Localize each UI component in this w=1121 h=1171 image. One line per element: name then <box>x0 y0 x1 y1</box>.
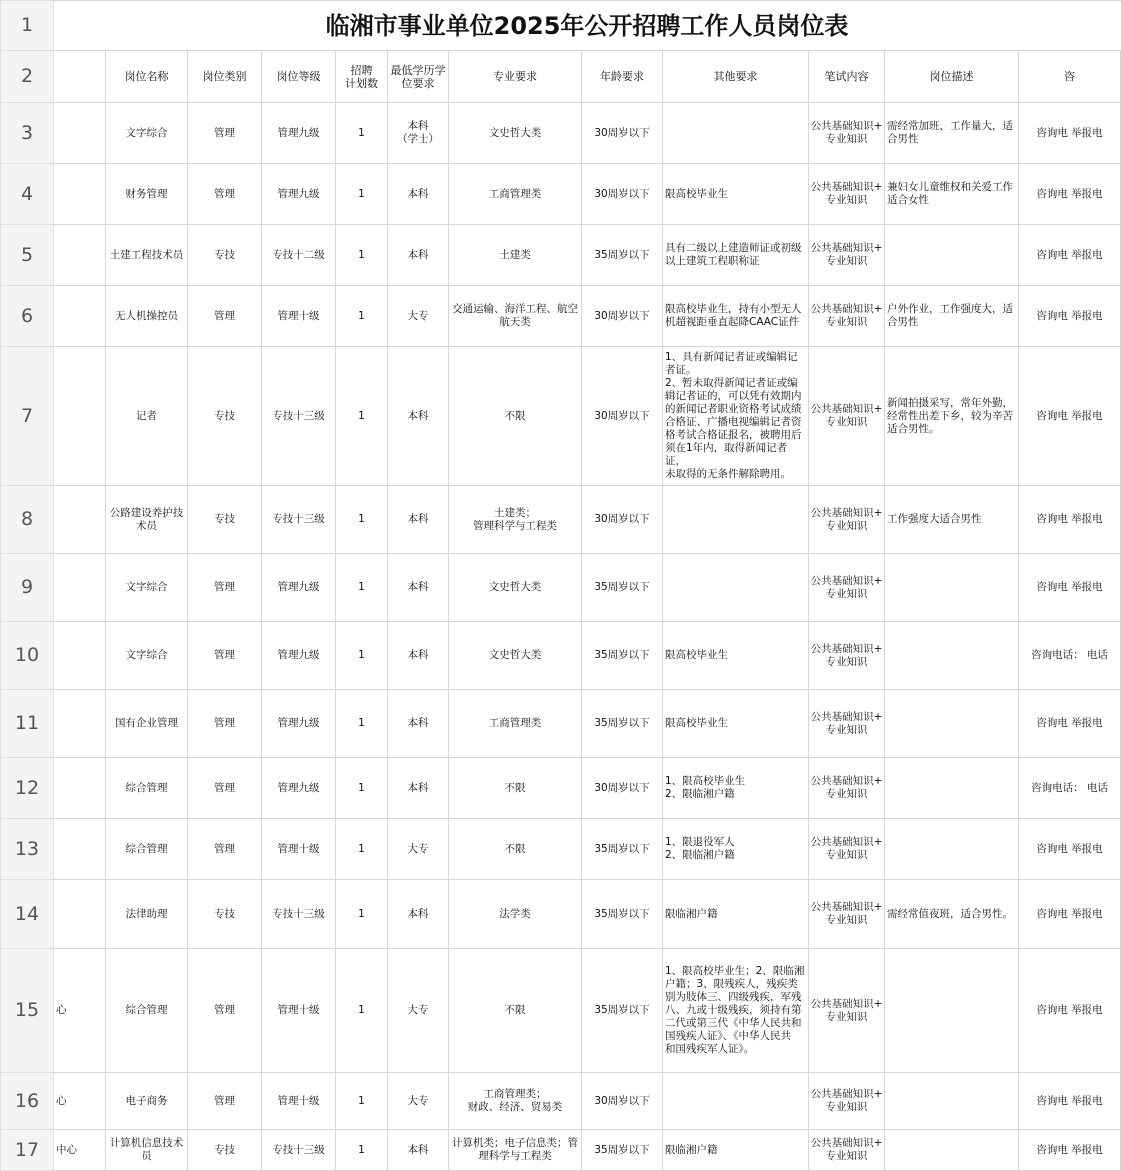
category-cell[interactable]: 专技 <box>188 1130 262 1171</box>
dept-cell[interactable] <box>54 758 106 819</box>
quota-cell[interactable]: 1 <box>336 1073 388 1130</box>
description-cell[interactable]: 工作强度大适合男性 <box>885 486 1019 554</box>
position-name-cell[interactable]: 公路建设养护技 术员 <box>106 486 188 554</box>
major-cell[interactable]: 工商管理类 <box>449 164 582 225</box>
header-exam-content[interactable]: 笔试内容 <box>809 51 885 103</box>
consult-cell[interactable]: 咨询电 举报电 <box>1019 880 1121 949</box>
exam-content-cell[interactable]: 公共基础知识+ 专业知识 <box>809 225 885 286</box>
table-row <box>1 949 1121 1073</box>
other-requirements-cell[interactable] <box>663 554 809 622</box>
table-row <box>1 690 1121 758</box>
row-number[interactable]: 7 <box>1 347 54 486</box>
age-cell[interactable]: 30周岁以下 <box>582 758 663 819</box>
quota-cell[interactable]: 1 <box>336 103 388 164</box>
header-consult[interactable]: 咨 <box>1019 51 1121 103</box>
grade-cell[interactable]: 管理九级 <box>262 164 336 225</box>
table-row <box>1 225 1121 286</box>
category-cell[interactable]: 管理 <box>188 622 262 690</box>
consult-cell[interactable]: 咨询电话： 电话 <box>1019 622 1121 690</box>
position-name-cell[interactable]: 土建工程技术员 <box>106 225 188 286</box>
header-description[interactable]: 岗位描述 <box>885 51 1019 103</box>
exam-content-cell[interactable]: 公共基础知识+ 专业知识 <box>809 164 885 225</box>
row-number[interactable]: 4 <box>1 164 54 225</box>
other-requirements-cell[interactable]: 1、限高校毕业生 2、限临湘户籍 <box>663 758 809 819</box>
grade-cell[interactable]: 管理九级 <box>262 554 336 622</box>
category-cell[interactable]: 管理 <box>188 949 262 1073</box>
age-cell[interactable]: 35周岁以下 <box>582 1130 663 1171</box>
dept-cell[interactable] <box>54 690 106 758</box>
table-row <box>1 622 1121 690</box>
age-cell[interactable]: 35周岁以下 <box>582 949 663 1073</box>
age-cell[interactable]: 30周岁以下 <box>582 1073 663 1130</box>
header-category[interactable]: 岗位类别 <box>188 51 262 103</box>
table-row <box>1 164 1121 225</box>
table-row <box>1 103 1121 164</box>
header-major[interactable]: 专业要求 <box>449 51 582 103</box>
other-requirements-cell[interactable] <box>663 103 809 164</box>
age-cell[interactable]: 35周岁以下 <box>582 225 663 286</box>
other-requirements-cell[interactable]: 限高校毕业生 <box>663 164 809 225</box>
position-name-cell[interactable]: 电子商务 <box>106 1073 188 1130</box>
major-cell[interactable]: 不限 <box>449 758 582 819</box>
category-cell[interactable]: 管理 <box>188 758 262 819</box>
header-department[interactable] <box>54 51 106 103</box>
grade-cell[interactable]: 专技十二级 <box>262 225 336 286</box>
dept-cell[interactable] <box>54 554 106 622</box>
exam-content-cell[interactable]: 公共基础知识+ 专业知识 <box>809 622 885 690</box>
age-cell[interactable]: 30周岁以下 <box>582 347 663 486</box>
table-row <box>1 819 1121 880</box>
other-requirements-cell[interactable]: 限临湘户籍 <box>663 880 809 949</box>
header-grade[interactable]: 岗位等级 <box>262 51 336 103</box>
consult-cell[interactable]: 咨询电话： 电话 <box>1019 758 1121 819</box>
category-cell[interactable]: 管理 <box>188 103 262 164</box>
education-cell[interactable]: 本科 <box>388 880 449 949</box>
quota-cell[interactable]: 1 <box>336 949 388 1073</box>
exam-content-cell[interactable]: 公共基础知识+ 专业知识 <box>809 1130 885 1171</box>
table-row <box>1 286 1121 347</box>
education-cell[interactable]: 本科 <box>388 164 449 225</box>
description-cell[interactable] <box>885 225 1019 286</box>
consult-cell[interactable]: 咨询电 举报电 <box>1019 164 1121 225</box>
major-cell[interactable]: 文史哲大类 <box>449 554 582 622</box>
major-cell[interactable]: 不限 <box>449 949 582 1073</box>
header-education[interactable]: 最低学历学 位要求 <box>388 51 449 103</box>
major-cell[interactable]: 土建类 <box>449 225 582 286</box>
quota-cell[interactable]: 1 <box>336 880 388 949</box>
major-cell[interactable]: 文史哲大类 <box>449 622 582 690</box>
description-cell[interactable]: 新闻拍摄采写，常年外勤， 经常性出差下乡，较为辛苦 适合男性。 <box>885 347 1019 486</box>
dept-cell[interactable]: 心 <box>54 949 106 1073</box>
dept-cell[interactable]: 心 <box>54 1073 106 1130</box>
position-name-cell[interactable]: 国有企业管理 <box>106 690 188 758</box>
major-cell[interactable]: 交通运输、海洋工程、航空 航天类 <box>449 286 582 347</box>
other-requirements-cell[interactable]: 限高校毕业生，持有小型无人 机超视距垂直起降CAAC证件 <box>663 286 809 347</box>
row-number[interactable]: 5 <box>1 225 54 286</box>
row-number[interactable]: 1 <box>1 1 54 51</box>
other-requirements-cell[interactable]: 限临湘户籍 <box>663 1130 809 1171</box>
education-cell[interactable]: 本科 <box>388 225 449 286</box>
category-cell[interactable]: 专技 <box>188 880 262 949</box>
grade-cell[interactable]: 专技十三级 <box>262 486 336 554</box>
exam-content-cell[interactable]: 公共基础知识+ 专业知识 <box>809 486 885 554</box>
exam-content-cell[interactable]: 公共基础知识+ 专业知识 <box>809 347 885 486</box>
education-cell[interactable]: 大专 <box>388 949 449 1073</box>
grade-cell[interactable]: 管理十级 <box>262 1073 336 1130</box>
quota-cell[interactable]: 1 <box>336 347 388 486</box>
category-cell[interactable]: 管理 <box>188 286 262 347</box>
age-cell[interactable]: 30周岁以下 <box>582 164 663 225</box>
dept-cell[interactable] <box>54 622 106 690</box>
quota-cell[interactable]: 1 <box>336 622 388 690</box>
consult-cell[interactable]: 咨询电 举报电 <box>1019 1130 1121 1171</box>
age-cell[interactable]: 35周岁以下 <box>582 880 663 949</box>
quota-cell[interactable]: 1 <box>336 286 388 347</box>
description-cell[interactable] <box>885 1073 1019 1130</box>
row-number[interactable]: 12 <box>1 758 54 819</box>
row-number[interactable]: 8 <box>1 486 54 554</box>
education-cell[interactable]: 本科 <box>388 1130 449 1171</box>
grade-cell[interactable]: 管理九级 <box>262 622 336 690</box>
table-row <box>1 880 1121 949</box>
exam-content-cell[interactable]: 公共基础知识+ 专业知识 <box>809 758 885 819</box>
row-number[interactable]: 9 <box>1 554 54 622</box>
row-number[interactable]: 6 <box>1 286 54 347</box>
category-cell[interactable]: 管理 <box>188 1073 262 1130</box>
dept-cell[interactable] <box>54 819 106 880</box>
education-cell[interactable]: 本科 <box>388 622 449 690</box>
age-cell[interactable]: 35周岁以下 <box>582 622 663 690</box>
other-requirements-cell[interactable]: 限高校毕业生 <box>663 690 809 758</box>
row-number[interactable]: 11 <box>1 690 54 758</box>
description-cell[interactable]: 户外作业，工作强度大，适 合男性 <box>885 286 1019 347</box>
quota-cell[interactable]: 1 <box>336 225 388 286</box>
education-cell[interactable]: 大专 <box>388 1073 449 1130</box>
dept-cell[interactable] <box>54 880 106 949</box>
age-cell[interactable]: 30周岁以下 <box>582 486 663 554</box>
category-cell[interactable]: 管理 <box>188 819 262 880</box>
major-cell[interactable]: 不限 <box>449 819 582 880</box>
quota-cell[interactable]: 1 <box>336 554 388 622</box>
description-cell[interactable] <box>885 1130 1019 1171</box>
grade-cell[interactable]: 管理九级 <box>262 103 336 164</box>
position-name-cell[interactable]: 综合管理 <box>106 819 188 880</box>
position-name-cell[interactable]: 记者 <box>106 347 188 486</box>
dept-cell[interactable] <box>54 103 106 164</box>
grade-cell[interactable]: 管理十级 <box>262 949 336 1073</box>
row-number[interactable]: 14 <box>1 880 54 949</box>
description-cell[interactable] <box>885 554 1019 622</box>
exam-content-cell[interactable]: 公共基础知识+ 专业知识 <box>809 880 885 949</box>
quota-cell[interactable]: 1 <box>336 164 388 225</box>
consult-cell[interactable]: 咨询电 举报电 <box>1019 286 1121 347</box>
position-name-cell[interactable]: 计算机信息技术 员 <box>106 1130 188 1171</box>
other-requirements-cell[interactable] <box>663 486 809 554</box>
major-cell[interactable]: 土建类； 管理科学与工程类 <box>449 486 582 554</box>
grade-cell[interactable]: 管理九级 <box>262 690 336 758</box>
grade-cell[interactable]: 专技十三级 <box>262 347 336 486</box>
exam-content-cell[interactable]: 公共基础知识+ 专业知识 <box>809 103 885 164</box>
dept-cell[interactable] <box>54 164 106 225</box>
consult-cell[interactable]: 咨询电 举报电 <box>1019 554 1121 622</box>
header-quota[interactable]: 招聘 计划数 <box>336 51 388 103</box>
position-name-cell[interactable]: 文字综合 <box>106 622 188 690</box>
dept-cell[interactable] <box>54 347 106 486</box>
education-cell[interactable]: 本科 <box>388 554 449 622</box>
title-row <box>1 1 1121 51</box>
age-cell[interactable]: 35周岁以下 <box>582 819 663 880</box>
row-number[interactable]: 10 <box>1 622 54 690</box>
table-row <box>1 1130 1121 1171</box>
position-name-cell[interactable]: 综合管理 <box>106 949 188 1073</box>
description-cell[interactable]: 兼妇女儿童维权和关爱工作 适合女性 <box>885 164 1019 225</box>
position-name-cell[interactable]: 文字综合 <box>106 554 188 622</box>
row-number[interactable]: 13 <box>1 819 54 880</box>
exam-content-cell[interactable]: 公共基础知识+ 专业知识 <box>809 554 885 622</box>
exam-content-cell[interactable]: 公共基础知识+ 专业知识 <box>809 690 885 758</box>
dept-cell[interactable] <box>54 286 106 347</box>
grade-cell[interactable]: 专技十三级 <box>262 880 336 949</box>
education-cell[interactable]: 大专 <box>388 819 449 880</box>
header-position-name[interactable]: 岗位名称 <box>106 51 188 103</box>
table-row <box>1 758 1121 819</box>
other-requirements-cell[interactable]: 1、限退役军人 2、限临湘户籍 <box>663 819 809 880</box>
header-age[interactable]: 年龄要求 <box>582 51 663 103</box>
quota-cell[interactable]: 1 <box>336 486 388 554</box>
other-requirements-cell[interactable]: 1、限高校毕业生；2、限临湘 户籍；3、限残疾人，残疾类 别为肢体三、四级残疾，军残 八、九或十级残疾，须持有第 二代或第三代《中华人民共和 国残疾人证》、《中华人民共 和国残疾军人证》。 <box>663 949 809 1073</box>
position-name-cell[interactable]: 无人机操控员 <box>106 286 188 347</box>
major-cell[interactable]: 文史哲大类 <box>449 103 582 164</box>
grade-cell[interactable]: 管理十级 <box>262 819 336 880</box>
quota-cell[interactable]: 1 <box>336 819 388 880</box>
other-requirements-cell[interactable] <box>663 1073 809 1130</box>
description-cell[interactable] <box>885 758 1019 819</box>
table-row <box>1 554 1121 622</box>
other-requirements-cell[interactable]: 1、具有新闻记者证或编辑记 者证。 2、暂未取得新闻记者证或编 辑记者证的，可以凭有效期内 的新闻记者职业资格考试成绩 合格证、广播电视编辑记者资 格考试合格证报名，被聘用后 须在1年内，取得新闻记者证， 未取得的无条件解除聘用。 <box>663 347 809 486</box>
education-cell[interactable]: 本科 <box>388 690 449 758</box>
table-row <box>1 1073 1121 1130</box>
quota-cell[interactable]: 1 <box>336 1130 388 1171</box>
education-cell[interactable]: 本科 <box>388 347 449 486</box>
education-cell[interactable]: 本科 <box>388 758 449 819</box>
header-row <box>1 51 1121 103</box>
consult-cell[interactable]: 咨询电 举报电 <box>1019 486 1121 554</box>
dept-cell[interactable] <box>54 225 106 286</box>
age-cell[interactable]: 35周岁以下 <box>582 690 663 758</box>
description-cell[interactable] <box>885 949 1019 1073</box>
age-cell[interactable]: 30周岁以下 <box>582 103 663 164</box>
position-name-cell[interactable]: 财务管理 <box>106 164 188 225</box>
quota-cell[interactable]: 1 <box>336 690 388 758</box>
exam-content-cell[interactable]: 公共基础知识+ 专业知识 <box>809 819 885 880</box>
category-cell[interactable]: 专技 <box>188 486 262 554</box>
row-number[interactable]: 16 <box>1 1073 54 1130</box>
consult-cell[interactable]: 咨询电 举报电 <box>1019 347 1121 486</box>
exam-content-cell[interactable]: 公共基础知识+ 专业知识 <box>809 1073 885 1130</box>
description-cell[interactable] <box>885 690 1019 758</box>
description-cell[interactable]: 需经常值夜班，适合男性。 <box>885 880 1019 949</box>
position-name-cell[interactable]: 法律助理 <box>106 880 188 949</box>
major-cell[interactable]: 不限 <box>449 347 582 486</box>
consult-cell[interactable]: 咨询电 举报电 <box>1019 225 1121 286</box>
position-name-cell[interactable]: 文字综合 <box>106 103 188 164</box>
category-cell[interactable]: 管理 <box>188 690 262 758</box>
education-cell[interactable]: 本科 <box>388 486 449 554</box>
consult-cell[interactable]: 咨询电 举报电 <box>1019 103 1121 164</box>
other-requirements-cell[interactable]: 限高校毕业生 <box>663 622 809 690</box>
category-cell[interactable]: 专技 <box>188 225 262 286</box>
table-row <box>1 486 1121 554</box>
category-cell[interactable]: 管理 <box>188 554 262 622</box>
description-cell[interactable]: 需经常加班，工作量大，适 合男性 <box>885 103 1019 164</box>
exam-content-cell[interactable]: 公共基础知识+ 专业知识 <box>809 949 885 1073</box>
grade-cell[interactable]: 专技十三级 <box>262 1130 336 1171</box>
grade-cell[interactable]: 管理十级 <box>262 286 336 347</box>
category-cell[interactable]: 专技 <box>188 347 262 486</box>
age-cell[interactable]: 35周岁以下 <box>582 554 663 622</box>
row-number[interactable]: 17 <box>1 1130 54 1171</box>
education-cell[interactable]: 本科 （学士） <box>388 103 449 164</box>
consult-cell[interactable]: 咨询电 举报电 <box>1019 1073 1121 1130</box>
description-cell[interactable] <box>885 622 1019 690</box>
dept-cell[interactable]: 中心 <box>54 1130 106 1171</box>
dept-cell[interactable] <box>54 486 106 554</box>
age-cell[interactable]: 30周岁以下 <box>582 286 663 347</box>
consult-cell[interactable]: 咨询电 举报电 <box>1019 690 1121 758</box>
major-cell[interactable]: 法学类 <box>449 880 582 949</box>
row-number[interactable]: 15 <box>1 949 54 1073</box>
table-title: 临湘市事业单位2025年公开招聘工作人员岗位表 <box>54 1 1121 51</box>
position-name-cell[interactable]: 综合管理 <box>106 758 188 819</box>
exam-content-cell[interactable]: 公共基础知识+ 专业知识 <box>809 286 885 347</box>
row-number[interactable]: 2 <box>1 51 54 103</box>
consult-cell[interactable]: 咨询电 举报电 <box>1019 819 1121 880</box>
quota-cell[interactable]: 1 <box>336 758 388 819</box>
other-requirements-cell[interactable]: 具有二级以上建造师证或初级 以上建筑工程职称证 <box>663 225 809 286</box>
category-cell[interactable]: 管理 <box>188 164 262 225</box>
major-cell[interactable]: 工商管理类 <box>449 690 582 758</box>
header-other-requirements[interactable]: 其他要求 <box>663 51 809 103</box>
description-cell[interactable] <box>885 819 1019 880</box>
education-cell[interactable]: 大专 <box>388 286 449 347</box>
grade-cell[interactable]: 管理九级 <box>262 758 336 819</box>
major-cell[interactable]: 工商管理类； 财政、经济、贸易类 <box>449 1073 582 1130</box>
major-cell[interactable]: 计算机类；电子信息类；管 理科学与工程类 <box>449 1130 582 1171</box>
table-row <box>1 347 1121 486</box>
consult-cell[interactable]: 咨询电 举报电 <box>1019 949 1121 1073</box>
row-number[interactable]: 3 <box>1 103 54 164</box>
